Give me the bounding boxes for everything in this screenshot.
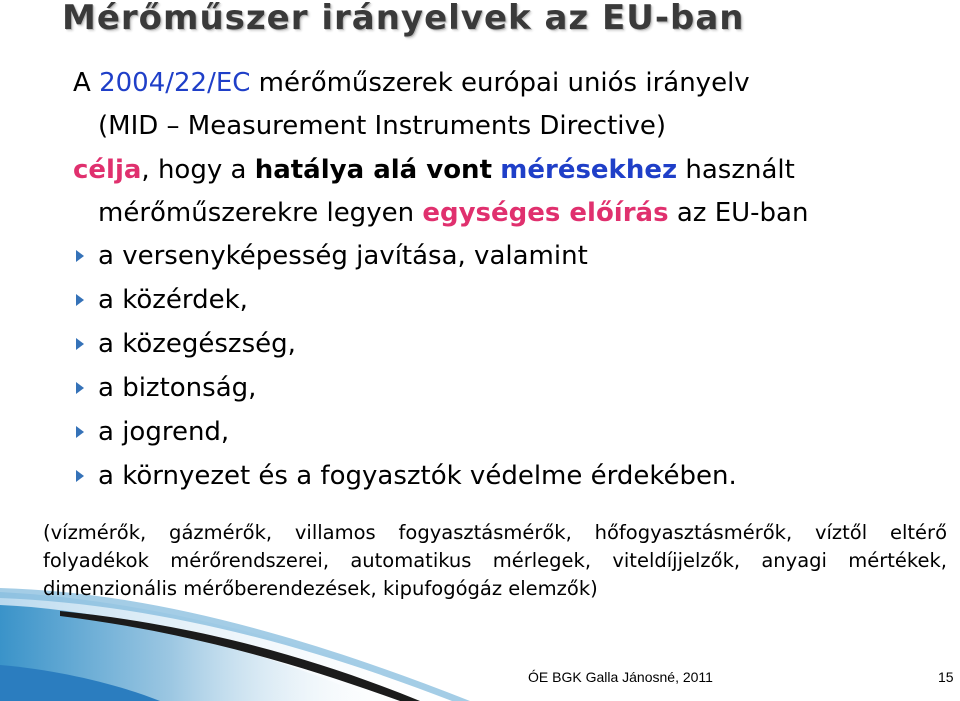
bullet-item: a környezet és a fogyasztók védelme érdekében. [98,461,737,491]
intro-line-3 [73,157,795,183]
bullet-arrow-icon [76,250,84,262]
intro-line-2: (MID – Measurement Instruments Directive) [98,111,667,141]
intro-line-3-mid: , hogy a [141,155,255,185]
intro-prefix: A [73,68,100,98]
bullet-item: a közegészség, [98,329,296,359]
bullet-item: a közérdek, [98,285,248,315]
bullet-item: a jogrend, [98,417,230,447]
hatalya-text: hatálya alá vont [254,155,492,185]
intro-line-1 [73,70,750,96]
intro-line-4 [98,200,808,226]
bullet-item: a versenyképesség javítása, valamint [98,241,588,271]
bullet-arrow-icon [76,294,84,306]
intro-line-1-rest: mérőműszerek európai uniós irányelv [250,68,750,98]
bullet-arrow-icon [76,470,84,482]
directive-number: 2004/22/EC [99,68,251,98]
bullet-arrow-icon [76,382,84,394]
page-title: Mérőműszer irányelvek az EU-ban [62,0,745,38]
instrument-examples-note: (vízmérők, gázmérők, villamos fogyasztásmérők, hőfogyasztásmérők, víztől eltérő folyadékok mérőrendszerei, automatikus mérlegek, viteldíjjelzők, anyagi mértékek, dimenzionális mérőberendezések, kipufogógáz elemzők) [43,521,947,600]
page-number: 15 [938,669,954,685]
footer-author: ÓE BGK Galla Jánosné, 2011 [528,669,713,685]
egyseges-eloiras-text: egységes előírás [422,198,669,228]
intro-line-4-rest: az EU-ban [668,198,809,228]
bullet-arrow-icon [76,338,84,350]
bullet-item: a biztonság, [98,373,257,403]
meresekhez-text: mérésekhez [500,155,678,185]
intro-line-4-prefix: mérőműszerekre legyen [98,198,423,228]
intro-line-3-rest: használt [677,155,795,185]
bullet-arrow-icon [76,426,84,438]
celja-text: célja [73,155,142,185]
